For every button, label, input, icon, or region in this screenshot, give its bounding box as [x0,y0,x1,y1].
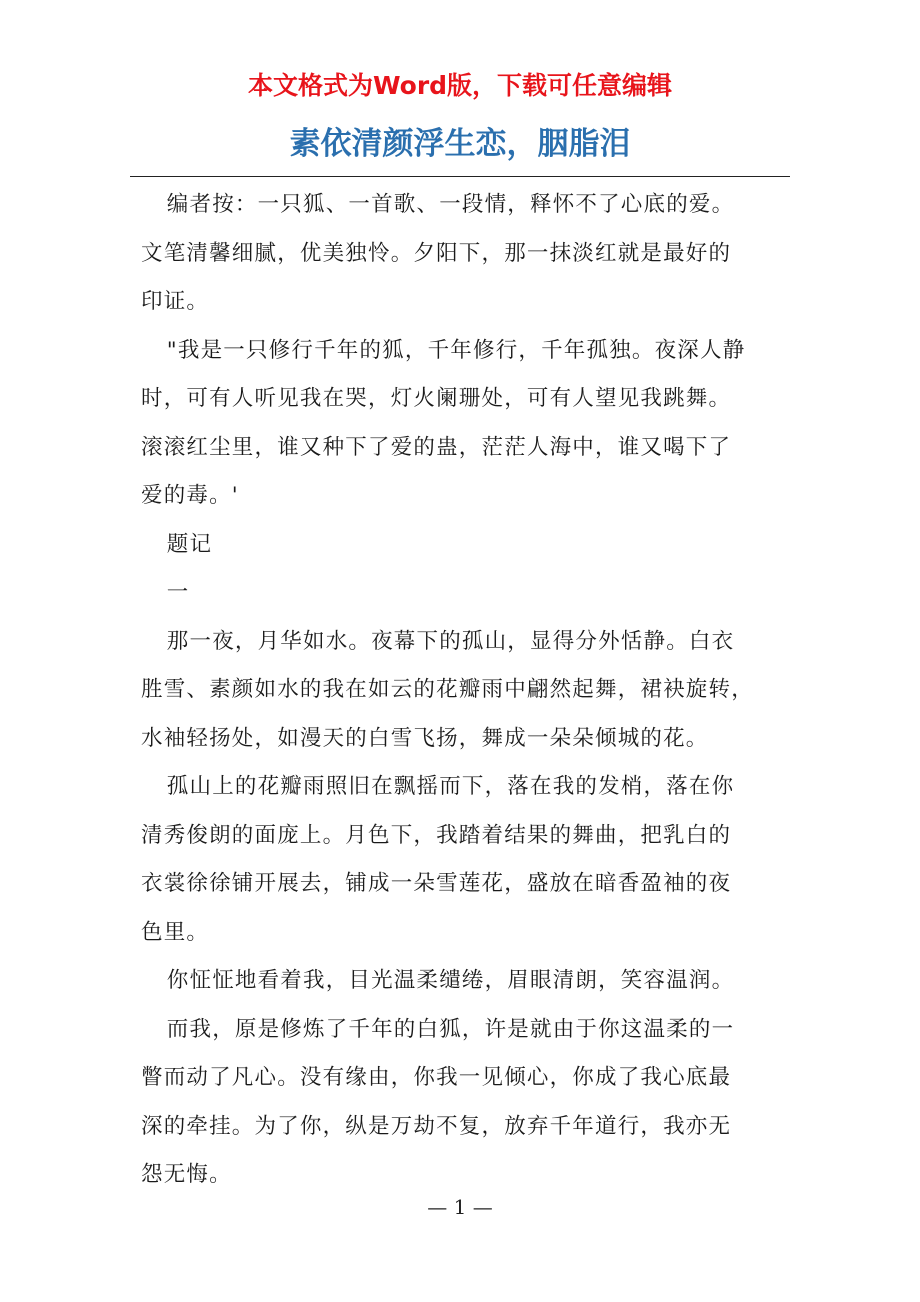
title-divider [130,176,790,177]
page-number: — 1 — [427,1195,493,1219]
body-line: 衣裳徐徐铺开展去，铺成一朵雪莲花，盛放在暗香盈袖的夜 [141,871,732,896]
body-line: 文笔清馨细腻，优美独怜。夕阳下，那一抹淡红就是最好的 [141,240,732,266]
body-line: 你怔怔地看着我，目光温柔缱绻，眉眼清朗，笑容温润。 [166,968,735,993]
body-line: 孤山上的花瓣雨照旧在飘摇而下，落在我的发梢，落在你 [166,774,735,799]
body-line: 时，可有人听见我在哭，灯火阑珊处，可有人望见我跳舞。 [141,386,732,411]
body-line: 那一夜，月华如水。夜幕下的孤山，显得分外恬静。白衣 [166,628,735,654]
body-line: 而我，原是修炼了千年的白狐，许是就由于你这温柔的一 [166,1016,735,1042]
body-line: 怨无悔。 [141,1162,232,1187]
body-line: 瞥而动了凡心。没有缘由，你我一见倾心，你成了我心底最 [141,1065,732,1090]
document-body [141,181,803,1200]
body-line: 爱的毒。' [141,483,239,508]
body-line: 胜雪、素颜如水的我在如云的花瓣雨中翩然起舞，裙袂旋转， [141,677,754,702]
body-line: 色里。 [141,919,210,945]
body-line: 深的牵挂。为了你，纵是万劫不复，放弃千年道行，我亦无 [141,1113,732,1139]
body-line: "我是一只修行千年的狐，千年修行，千年孤独。夜深人静 [166,337,746,363]
document-title: 素依清颜浮生恋，胭脂泪 [289,126,631,162]
body-line: 清秀俊朗的面庞上。月色下，我踏着结果的舞曲，把乳白的 [141,822,732,848]
section-number: 一 [166,580,190,605]
body-line: 编者按：一只狐、一首歌、一段情，释怀不了心底的爱。 [166,192,735,217]
format-banner: 本文格式为Word版，下载可任意编辑 [247,71,673,100]
body-line: 滚滚红尘里，谁又种下了爱的蛊，茫茫人海中，谁又喝下了 [141,434,732,460]
body-line: 水袖轻扬处，如漫天的白雪飞扬，舞成一朵朵倾城的花。 [141,725,709,751]
body-line: 题记 [166,531,213,557]
body-line: 印证。 [141,289,210,314]
